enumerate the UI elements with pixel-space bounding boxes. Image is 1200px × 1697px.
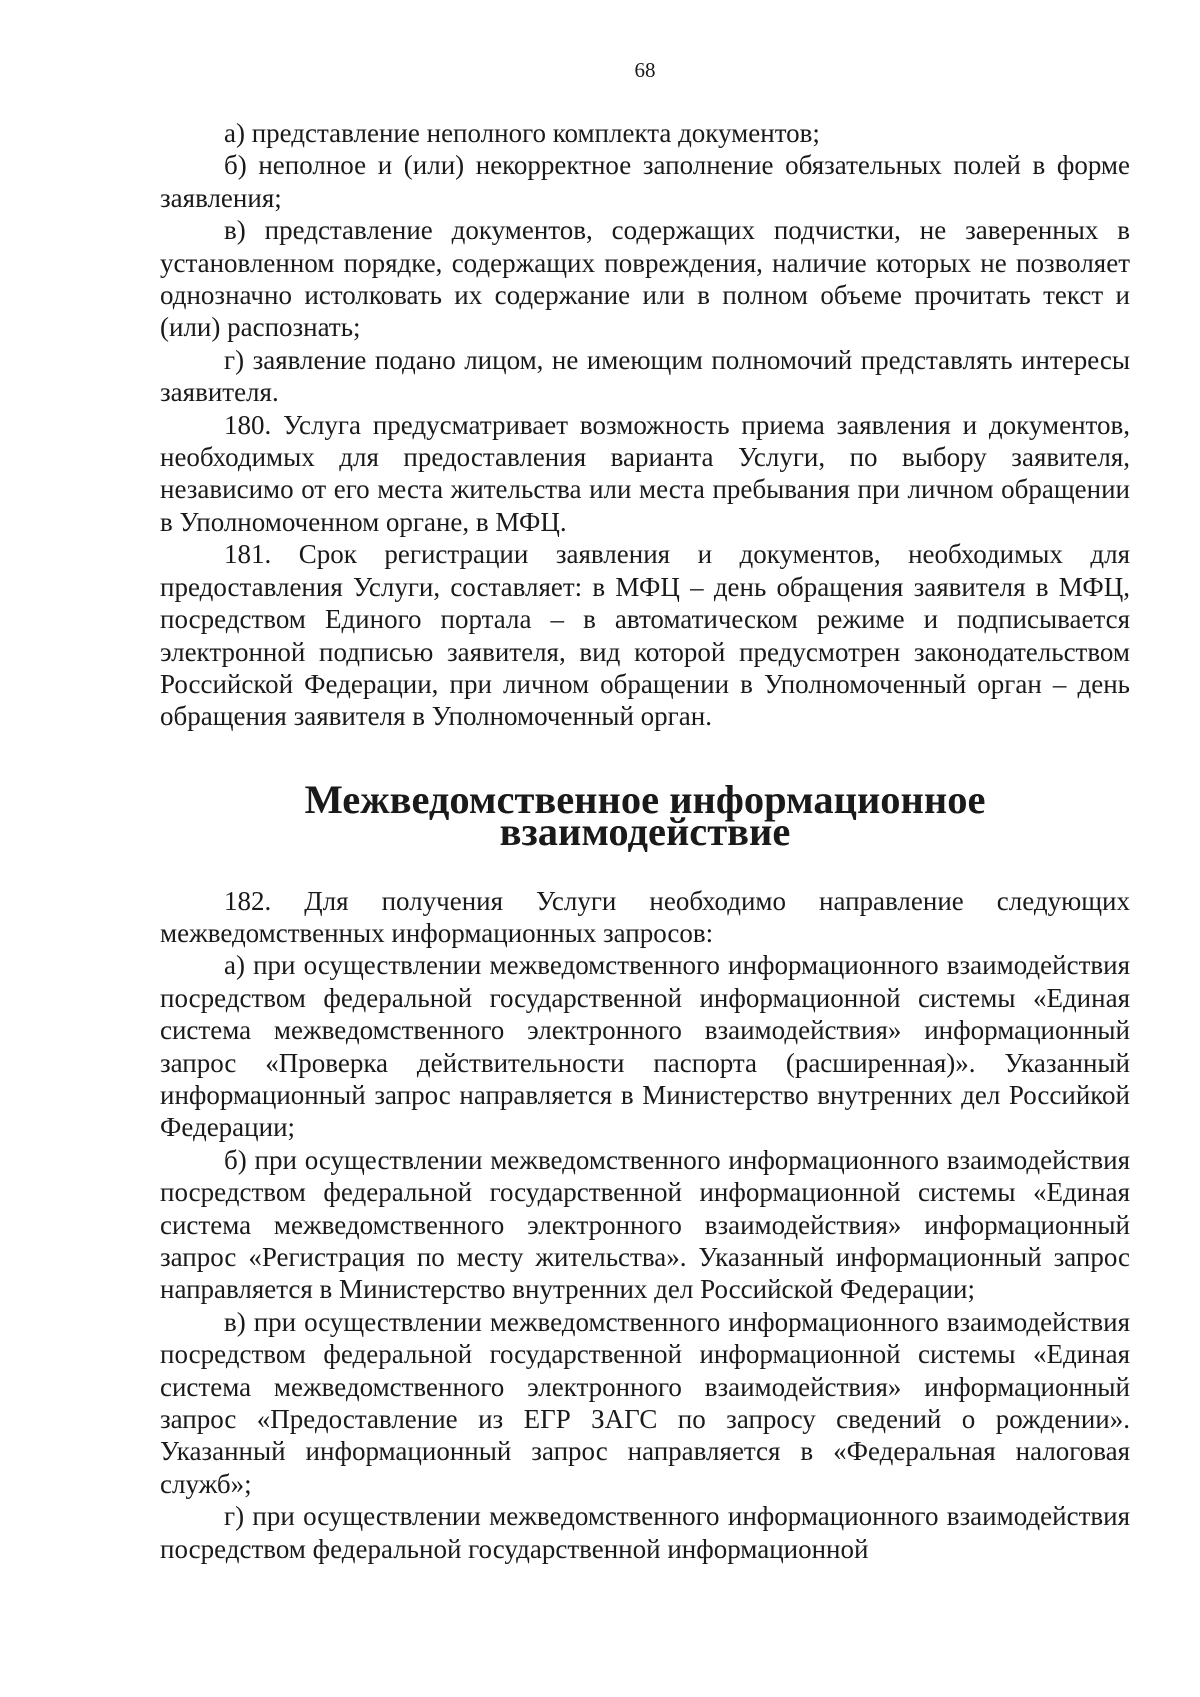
- paragraph-182-v: в) при осуществлении межведомственного информационного взаимодействия посредством федеральной государственной информационной системы «Единая система межведомственного электронного взаимодействия» информационный запрос «Предоставление из ЕГР ЗАГС по запросу сведений о рождении». Указанный информационный запрос направляется в «Федеральная налоговая служб»;: [160, 1306, 1130, 1499]
- paragraph-180: 180. Услуга предусматривает возможность приема заявления и документов, необходимых для предоставления варианта Услуги, по выбору заявителя, независимо от его места жительства или места пребывания при личном обращении в Уполномоченном органе, в МФЦ.: [160, 409, 1130, 537]
- page-number: 68: [634, 58, 656, 82]
- paragraph-item-a: а) представление неполного комплекта документов;: [224, 118, 820, 148]
- paragraph-181: 181. Срок регистрации заявления и документов, необходимых для предоставления Услуги, составляет: в МФЦ – день обращения заявителя в МФЦ, посредством Единого портала – в автоматическом режиме и подписывается электронной подписью заявителя, вид которой предусмотрен законодательством Российской Федерации, при личном обращении в Уполномоченный орган – день обращения заявителя в Уполномоченный орган.: [160, 539, 1130, 732]
- paragraph-item-b: б) неполное и (или) некорректное заполнение обязательных полей в форме заявления;: [160, 150, 1130, 213]
- section-heading: Межведомственное информационное взаимодействие: [304, 776, 986, 855]
- paragraph-182: 182. Для получения Услуги необходимо направление следующих межведомственных информационных запросов:: [160, 885, 1130, 948]
- paragraph-182-a: а) при осуществлении межведомственного информационного взаимодействия посредством федеральной государственной информационной системы «Единая система межведомственного электронного взаимодействия» информационный запрос «Проверка действительности паспорта (расширенная)». Указанный информационный запрос направляется в Министерство внутренних дел Российкой Федерации;: [160, 950, 1130, 1143]
- paragraph-182-g: г) при осуществлении межведомственного информационного взаимодействия посредством федеральной государственной информационной: [160, 1501, 1130, 1564]
- paragraph-182-b: б) при осуществлении межведомственного информационного взаимодействия посредством федеральной государственной информационной системы «Единая система межведомственного электронного взаимодействия» информационный запрос «Регистрация по месту жительства». Указанный информационный запрос направляется в Министерство внутренних дел Российской Федерации;: [160, 1144, 1130, 1305]
- paragraph-item-g: г) заявление подано лицом, не имеющим полномочий представлять интересы заявителя.: [160, 344, 1130, 408]
- document-page: [160, 58, 1130, 1565]
- paragraph-item-v: в) представление документов, содержащих подчистки, не заверенных в установленном порядке, содержащих повреждения, наличие которых не позволяет однозначно истолковать их содержание или в полном объеме прочитать текст и (или) распознать;: [160, 215, 1130, 343]
